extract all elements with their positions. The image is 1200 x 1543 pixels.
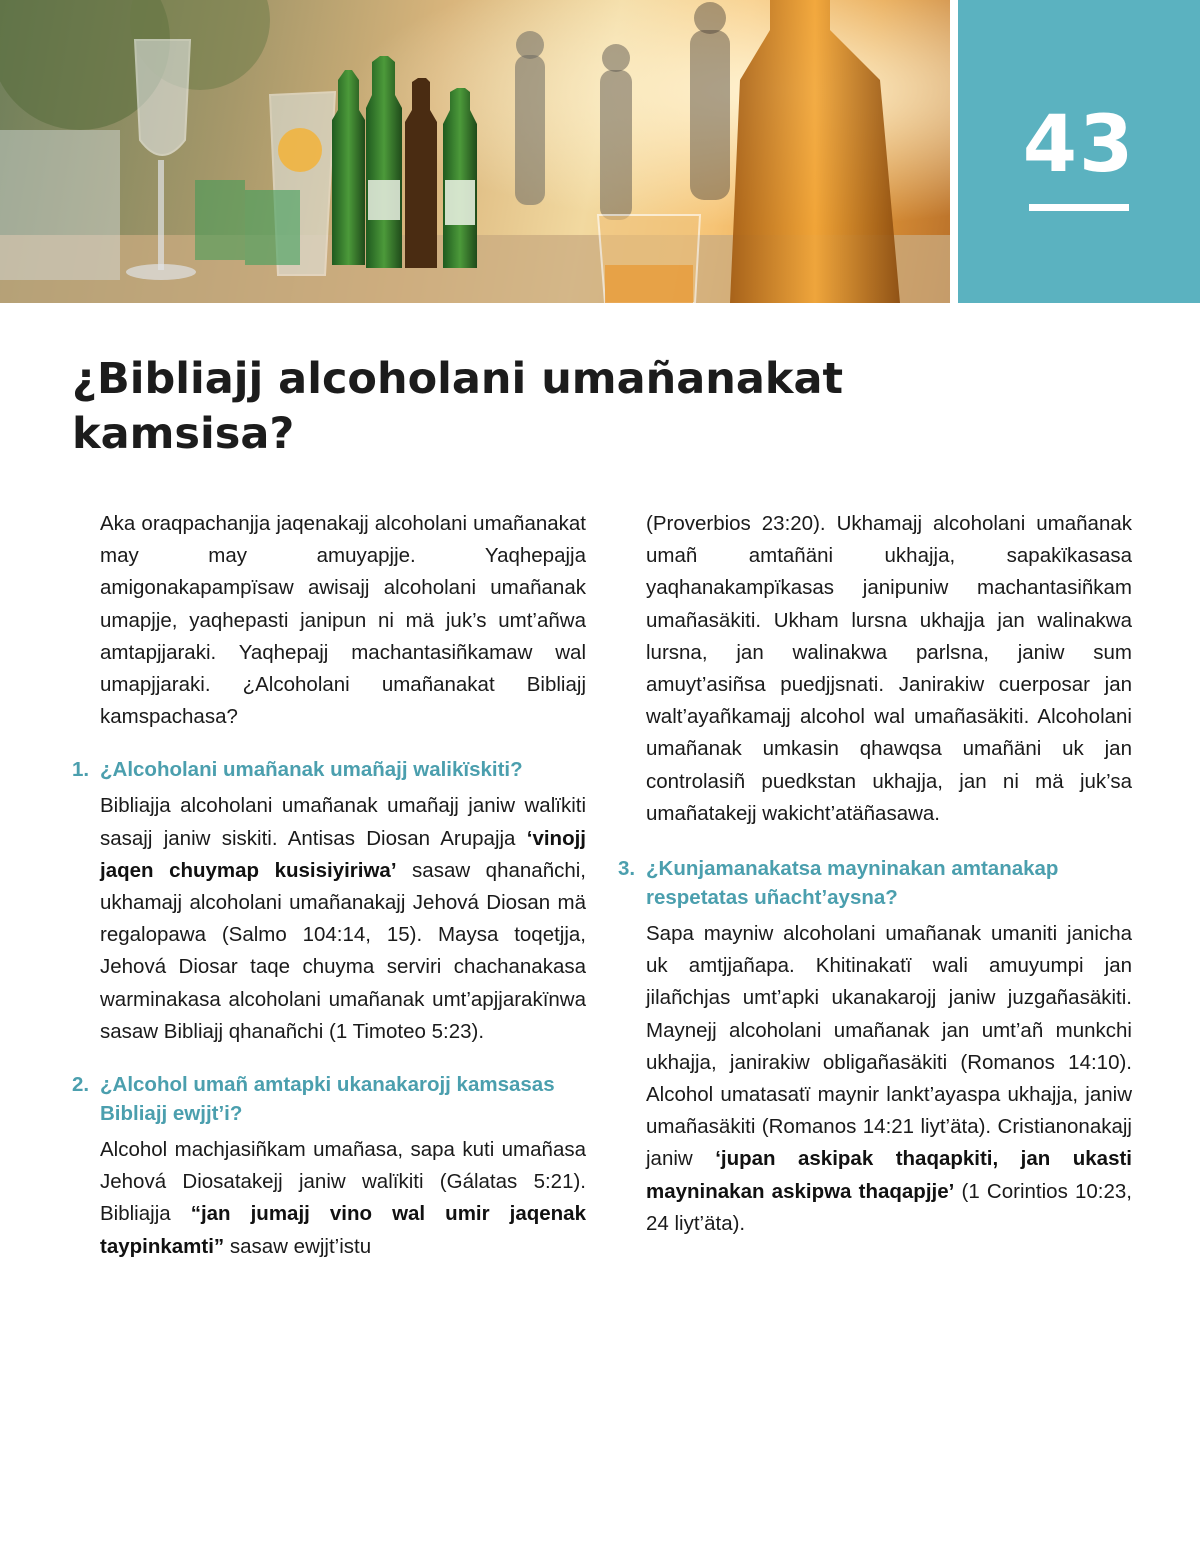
hero-image	[0, 0, 950, 303]
party-drinks-photo-icon	[0, 0, 950, 303]
lesson-number-underline	[1029, 204, 1129, 211]
answer-2-emphasis: “jan jumajj vino wal umir jaqenak taypinkamti”	[100, 1202, 586, 1258]
answer-2-text-after-part: sasaw ewjjt’istu	[224, 1234, 372, 1258]
answer-3-text-after: (1 Corintios 10:23, 24 liyt’äta).	[646, 1179, 1132, 1235]
question-3-text: ¿Kunjamanakatsa mayninakan amtanakap respetatas uñacht’aysna?	[646, 857, 1059, 910]
answer-2-text-before: Alcohol machjasiñkam umañasa, sapa kuti umañasa Jehová Diosatakejj janiw walïkiti (Gálatas 5:21). Bibliajja	[100, 1138, 586, 1226]
answer-1-text-after: sasaw qhanañchi, ukhamajj alcoholani umañanakajj Jehová Diosan mä regalopawa (Salmo 104:14, 15). Maysa toqetjja, Jehová Diosar taqe chuyma serviri chachanakasa warminakasa alcoholani umañanak umt’apjjarakïnwa sasaw Bibliajj qhanañchi (1 Timoteo 5:23).	[100, 858, 586, 1043]
question-3-number: 3.	[618, 857, 636, 881]
question-2-number: 2.	[72, 1073, 90, 1097]
question-3	[618, 854, 1132, 912]
lesson-number-box	[958, 0, 1200, 303]
question-2	[72, 1070, 586, 1128]
answer-3-text-before: Sapa mayniw alcoholani umañanak umaniti janicha uk amtjjañapa. Khitinakatï wali amuyumpi jan jilañchjas umt’apki ukanakarojj janiw juzgañasäkiti. Maynejj alcoholani umañanak jan umt’añ munkchi ukhajja, janirakiw obligañasäkiti (Romanos 14:10). Alcohol umatasatï maynir lankt’ayaspa ukhajja, janiw umañasäkiti (Romanos 14:21 liyt’äta). Cristianonakajj janiw	[646, 922, 1132, 1171]
answer-1-paragraph	[100, 790, 586, 1048]
answer-3-emphasis: ‘jupan askipak thaqapkiti, jan ukasti mayninakan askipwa thaqapjje’	[646, 1147, 1132, 1203]
answer-3-paragraph	[646, 918, 1132, 1240]
column-left	[72, 508, 586, 1263]
column-right	[618, 508, 1132, 1240]
question-2-text: ¿Alcohol umañ amtapki ukanakarojj kamsasas Bibliajj ewjjt’i?	[100, 1073, 555, 1126]
page-title: ¿Bibliajj alcoholani umañanakat kamsisa?	[72, 354, 844, 459]
lesson-number: 43	[1022, 100, 1136, 190]
answer-1-text-before: Bibliajja alcoholani umañanak umañajj janiw walïkiti sasajj janiw siskiti. Antisas Diosan Arupajja	[100, 794, 586, 850]
answer-2-paragraph-continued: (Proverbios 23:20). Ukhamajj alcoholani umañanak umañ amtañäni ukhajja, sapakïkasasa yaqhanakampïkasas janipuniw machantasiñkam umañasäkiti. Ukham lursna ukhajja jan walinakwa lursna, jan walinakwa parlsna, janiw sum amuyt’asiñsa puedjjsnati. Janirakiw cuerposar jan walt’ayañkamajj alcohol wal umañasäkiti. Alcoholani umañanak umkasin qhawqsa umañäni uk jan controlasiñ puedkstan ukhajja, jan ni mä juk’sa umañatakejj wakicht’atäñasawa.	[646, 512, 1132, 825]
answer-1-emphasis: ‘vinojj jaqen chuymap kusisiyiriwa’	[100, 826, 586, 882]
question-1-text: ¿Alcoholani umañanak umañajj walikïskiti?	[100, 758, 523, 782]
answer-2-paragraph-start	[100, 1134, 586, 1263]
intro-paragraph: Aka oraqpachanjja jaqenakajj alcoholani umañanakat may may amuyapjje. Yaqhepajja amigonakapampïsaw awisajj alcoholani umañanak umapjje, yaqhepasti janipun ni mä juk’s umt’añwa amtapjjaraki. Yaqhepajj machantasiñkamaw wal umapjjaraki. ¿Alcoholani umañanakat Bibliajj kamspachasa?	[100, 512, 586, 729]
question-1	[72, 755, 586, 784]
question-1-number: 1.	[72, 758, 90, 782]
